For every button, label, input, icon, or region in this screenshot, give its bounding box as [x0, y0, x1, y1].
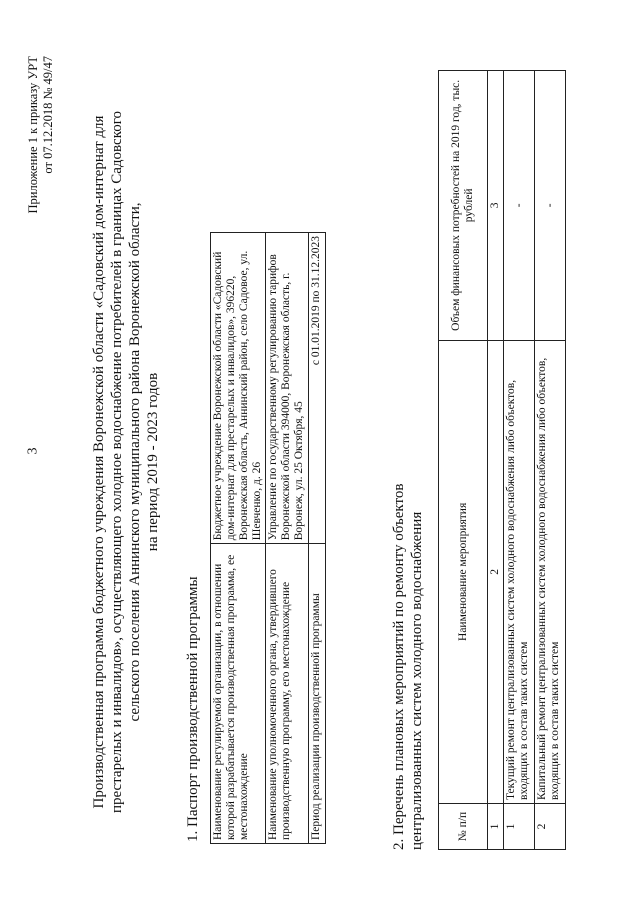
passport-table — [210, 232, 326, 844]
row-number: 2 — [535, 804, 566, 850]
table-header-row — [439, 71, 488, 850]
measures-table — [438, 70, 566, 850]
section-2-heading: 2. Перечень плановых мероприятий по ремонту объектов централизованных систем холодного водоснабжения — [391, 483, 425, 850]
column-number-row — [488, 71, 504, 850]
appendix-line-2: от 07.12.2018 № 49/47 — [41, 56, 55, 174]
table-row — [504, 71, 535, 850]
rotated-page-content — [20, 32, 620, 892]
passport-label: Наименование регулируемой организации, в отношении которой разрабатывается производственная программа, ее местонахождение — [211, 544, 266, 844]
measure-name: Текущий ремонт централизованных систем холодного водоснабжения либо объектов, входящих в состав таких систем — [504, 340, 535, 803]
page-number: 3 — [25, 447, 41, 455]
passport-value: с 01.01.2019 по 31.12.2023 — [309, 233, 326, 544]
passport-label: Период реализации производственной программы — [309, 544, 326, 844]
table-row — [309, 233, 326, 844]
column-number: 2 — [488, 340, 504, 803]
column-header-name: Наименование мероприятия — [439, 340, 488, 803]
appendix-line-1: Приложение 1 к приказу УРТ — [26, 56, 40, 214]
title-line-2: престарелых и инвалидов», осуществляющего холодное водоснабжение потребителей в границах Садовского — [109, 110, 125, 814]
document-title — [90, 32, 162, 892]
column-header-volume: Объем финансовых потребностей на 2019 год, тыс. рублей — [439, 71, 488, 341]
appendix-note — [26, 56, 56, 214]
title-line-3: сельского поселения Аннинского муниципального района Воронежской области, — [127, 202, 143, 722]
column-header-number: № п/п — [439, 804, 488, 850]
column-number: 1 — [488, 804, 504, 850]
passport-value: Управление по государственному регулированию тарифов Воронежской области 394000, Воронежская область, г. Воронеж, ул. 25 Октября, 45 — [266, 233, 309, 544]
column-number: 3 — [488, 71, 504, 341]
table-row — [266, 233, 309, 844]
passport-label: Наименование уполномоченного органа, утвердившего производственную программу, его местонахождение — [266, 544, 309, 844]
measure-name: Капитальный ремонт централизованных систем холодного водоснабжения либо объектов, входящих в состав таких систем — [535, 340, 566, 803]
passport-value: Бюджетное учреждение Воронежской области «Садовский дом-интернат для престарелых и инвалидов», 396220, Воронежская область, Аннинский район, село Садовое, ул. Шевченко, д. 26 — [211, 233, 266, 544]
row-number: 1 — [504, 804, 535, 850]
table-row — [535, 71, 566, 850]
title-line-1: Производственная программа бюджетного учреждения Воронежской области «Садовский дом-интернат для — [91, 115, 107, 809]
table-row — [211, 233, 266, 844]
measure-volume: - — [504, 71, 535, 341]
measure-volume: - — [535, 71, 566, 341]
section-1-heading: 1. Паспорт производственной программы — [185, 576, 201, 842]
title-line-4: на период 2019 - 2023 годов — [145, 372, 161, 552]
